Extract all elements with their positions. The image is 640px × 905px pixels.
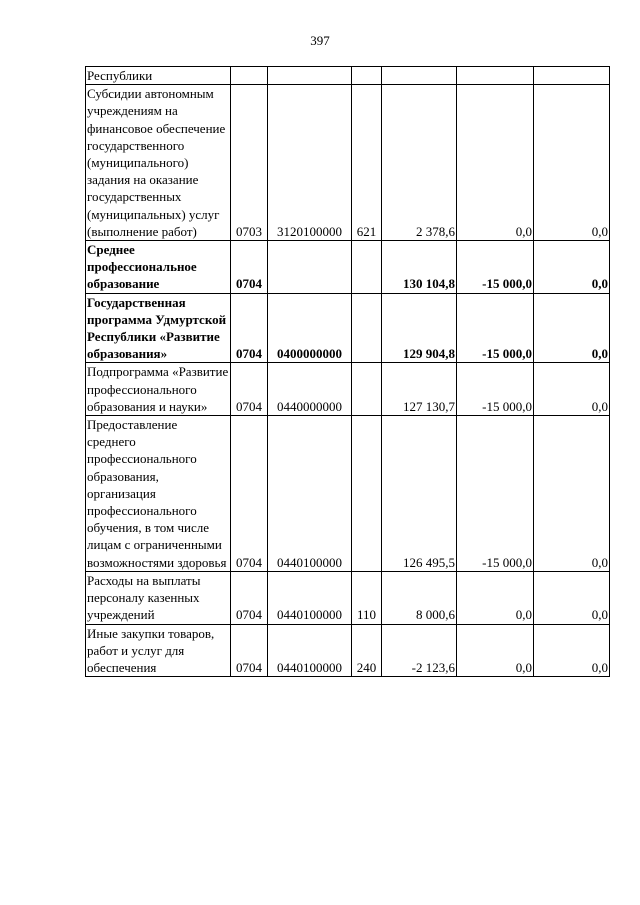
row-section: 0704	[231, 571, 268, 624]
row-sum	[382, 67, 457, 85]
row-name: Подпрограмма «Развитие профессионального образования и науки»	[86, 363, 231, 416]
table-row	[86, 363, 610, 416]
row-total: 0,0	[534, 624, 610, 677]
row-target: 0440100000	[268, 571, 352, 624]
row-name: Среднее профессиональное образование	[86, 241, 231, 294]
table-row	[86, 85, 610, 241]
table-row	[86, 241, 610, 294]
row-total: 0,0	[534, 363, 610, 416]
row-target	[268, 67, 352, 85]
row-change: -15 000,0	[457, 416, 534, 572]
row-target: 0440000000	[268, 363, 352, 416]
row-change: 0,0	[457, 85, 534, 241]
row-target: 0400000000	[268, 293, 352, 363]
page-number: 397	[310, 33, 330, 48]
row-type	[352, 67, 382, 85]
row-name: Расходы на выплаты персоналу казенных учреждений	[86, 571, 231, 624]
row-sum: 126 495,5	[382, 416, 457, 572]
row-name: Государственная программа Удмуртской Республики «Развитие образования»	[86, 293, 231, 363]
row-change: -15 000,0	[457, 241, 534, 294]
row-total: 0,0	[534, 241, 610, 294]
row-sum: -2 123,6	[382, 624, 457, 677]
row-name: Республики	[86, 67, 231, 85]
table-row	[86, 624, 610, 677]
row-sum: 129 904,8	[382, 293, 457, 363]
budget-table	[85, 66, 610, 677]
row-total: 0,0	[534, 85, 610, 241]
row-section	[231, 67, 268, 85]
row-change: -15 000,0	[457, 363, 534, 416]
row-type: 240	[352, 624, 382, 677]
row-sum: 130 104,8	[382, 241, 457, 294]
row-total: 0,0	[534, 571, 610, 624]
row-sum: 2 378,6	[382, 85, 457, 241]
row-total: 0,0	[534, 416, 610, 572]
row-section: 0704	[231, 363, 268, 416]
row-target: 0440100000	[268, 416, 352, 572]
row-type	[352, 416, 382, 572]
row-section: 0704	[231, 416, 268, 572]
row-change	[457, 67, 534, 85]
row-name: Субсидии автономным учреждениям на финансовое обеспечение государственного (муниципального) задания на оказание государственных (муниципальных) услуг (выполнение работ)	[86, 85, 231, 241]
table-row	[86, 416, 610, 572]
row-change: 0,0	[457, 624, 534, 677]
table-row	[86, 293, 610, 363]
row-change: 0,0	[457, 571, 534, 624]
row-total: 0,0	[534, 293, 610, 363]
table-row	[86, 67, 610, 85]
row-type	[352, 363, 382, 416]
row-total	[534, 67, 610, 85]
row-target: 0440100000	[268, 624, 352, 677]
row-section: 0704	[231, 624, 268, 677]
row-section: 0704	[231, 241, 268, 294]
row-name: Иные закупки товаров, работ и услуг для обеспечения	[86, 624, 231, 677]
row-section: 0704	[231, 293, 268, 363]
row-target: 3120100000	[268, 85, 352, 241]
row-type: 621	[352, 85, 382, 241]
row-name: Предоставление среднего профессионального образования, организация профессионального обучения, в том числе лицам с ограниченными возможностями здоровья	[86, 416, 231, 572]
row-type	[352, 241, 382, 294]
row-change: -15 000,0	[457, 293, 534, 363]
row-sum: 8 000,6	[382, 571, 457, 624]
row-type: 110	[352, 571, 382, 624]
row-type	[352, 293, 382, 363]
row-sum: 127 130,7	[382, 363, 457, 416]
row-target	[268, 241, 352, 294]
row-section: 0703	[231, 85, 268, 241]
table-row	[86, 571, 610, 624]
